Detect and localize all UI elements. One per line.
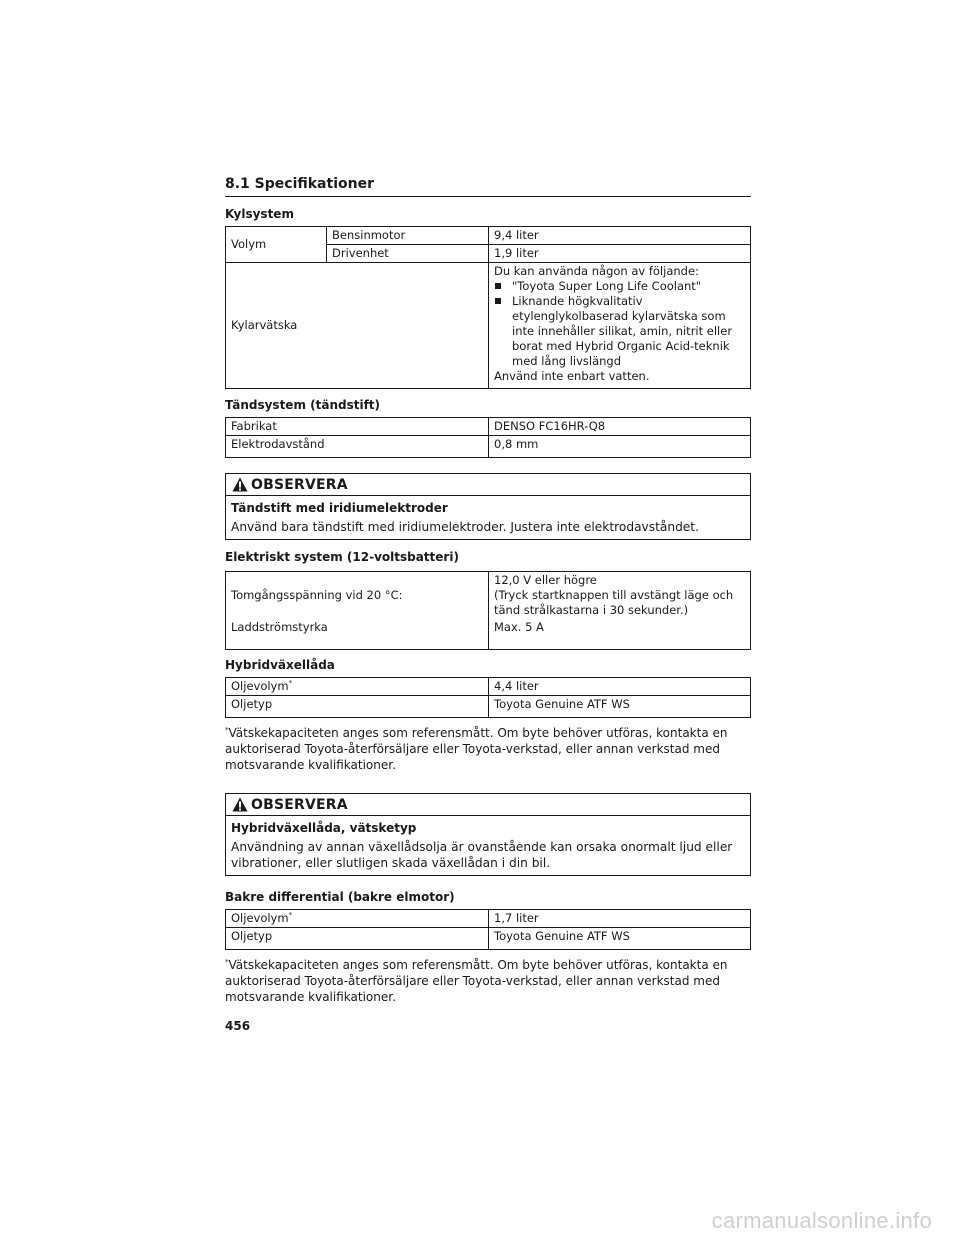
kylarvatska-intro: Du kan använda någon av följande: [494,264,699,278]
footnote-marker: * [288,911,293,919]
kylsystem-heading: Kylsystem [225,207,294,221]
footnote-text: Vätskekapaciteten anges som referensmått. Om byte behöver utföras, kontakta en auktoriserad Toyota-återförsäljare eller Toyota-verkstad, eller annan verkstad med motsvarande kvalifikationer. [225,958,728,1004]
table-row [226,928,751,950]
warning-icon [232,477,248,492]
oljevolym-value: 4,4 liter [489,678,751,696]
elektrodavstand-label: Elektrodavstånd [226,436,489,458]
table-row [226,227,751,245]
list-item: Liknande högkvalitativ etylenglykolbaserad kylarvätska som inte innehåller silikat, amin, nitrit eller borat med Hybrid Organic Acid-teknik med lång livslängd [494,294,745,369]
laddstrom-value: Max. 5 A [489,619,751,650]
elsystem-heading: Elektriskt system (12-voltsbatteri) [225,550,459,564]
observera-header [226,474,750,496]
bakre-table [225,909,751,950]
observera-label: OBSERVERA [251,796,348,813]
hybridvaxellada-heading: Hybridväxellåda [225,658,335,672]
footnote-marker: * [225,726,229,734]
tomgang-value [489,572,751,620]
oljevolym-label: Oljevolym [231,679,289,693]
oljevolym-value: 1,7 liter [489,910,751,928]
table-row [226,696,751,718]
tandsystem-heading: Tändsystem (tändstift) [225,398,381,412]
table-row [226,619,751,650]
footnote-marker: * [225,958,229,966]
observera-header [226,794,750,816]
watermark: carmanualsonline.info [711,1208,932,1233]
observera-body [226,496,750,539]
footnote-text: Vätskekapaciteten anges som referensmått. Om byte behöver utföras, kontakta en auktoriserad Toyota-återförsäljare eller Toyota-verkstad, eller annan verkstad med motsvarande kvalifikationer. [225,726,728,772]
tomgang-label: Tomgångsspänning vid 20 °C: [226,572,489,620]
bensinmotor-value: 9,4 liter [489,227,751,245]
bensinmotor-label: Bensinmotor [327,227,489,245]
table-row [226,910,751,928]
footnote-1 [225,725,751,773]
fabrikat-value: DENSO FC16HR-Q8 [489,418,751,436]
oljevolym-label: Oljevolym [231,911,289,925]
kylarvatska-outro: Använd inte enbart vatten. [494,369,650,383]
tomgang-value-main: 12,0 V eller högre [494,573,597,587]
manual-page [225,176,751,1005]
section-title: 8.1 Specifikationer [225,176,751,197]
fabrikat-label: Fabrikat [226,418,489,436]
table-row [226,418,751,436]
table-row [226,263,751,389]
table-row [226,436,751,458]
oljetyp-label: Oljetyp [226,928,489,950]
oljetyp-value: Toyota Genuine ATF WS [489,696,751,718]
observera-body [226,816,750,875]
kylarvatska-label: Kylarvätska [226,263,489,389]
page-number: 456 [225,1019,251,1033]
footnote-marker: * [288,679,293,687]
bakre-heading: Bakre differential (bakre elmotor) [225,890,455,904]
kylarvatska-value [489,263,751,389]
observera-text: Använd bara tändstift med iridiumelektroder. Justera inte elektrodavståndet. [231,520,699,534]
oljetyp-label: Oljetyp [226,696,489,718]
laddstrom-label: Laddströmstyrka [226,619,489,650]
kylsystem-table [225,226,751,389]
drivenhet-value: 1,9 liter [489,245,751,263]
warning-icon [232,797,248,812]
elsystem-table [225,571,751,650]
list-item: "Toyota Super Long Life Coolant" [494,279,745,294]
oljetyp-value: Toyota Genuine ATF WS [489,928,751,950]
observera-title: Tändstift med iridiumelektroder [231,501,448,515]
table-row [226,572,751,620]
drivenhet-label: Drivenhet [327,245,489,263]
footnote-2 [225,957,751,1005]
volym-label: Volym [226,227,327,263]
observera-box-2 [225,793,751,876]
elektrodavstand-value: 0,8 mm [489,436,751,458]
oljevolym-cell [226,910,489,928]
observera-box-1 [225,473,751,540]
tandsystem-table [225,417,751,458]
observera-title: Hybridväxellåda, vätsketyp [231,821,417,835]
hybridvaxellada-table [225,677,751,718]
observera-text: Användning av annan växellådsolja är ovanstående kan orsaka onormalt ljud eller vibrationer, eller slutligen skada växellådan i din bil. [231,840,733,870]
tomgang-value-note: (Tryck startknappen till avstängt läge och tänd strålkastarna i 30 sekunder.) [494,588,734,617]
kylarvatska-list [494,279,745,369]
table-row [226,678,751,696]
observera-label: OBSERVERA [251,476,348,493]
oljevolym-cell [226,678,489,696]
